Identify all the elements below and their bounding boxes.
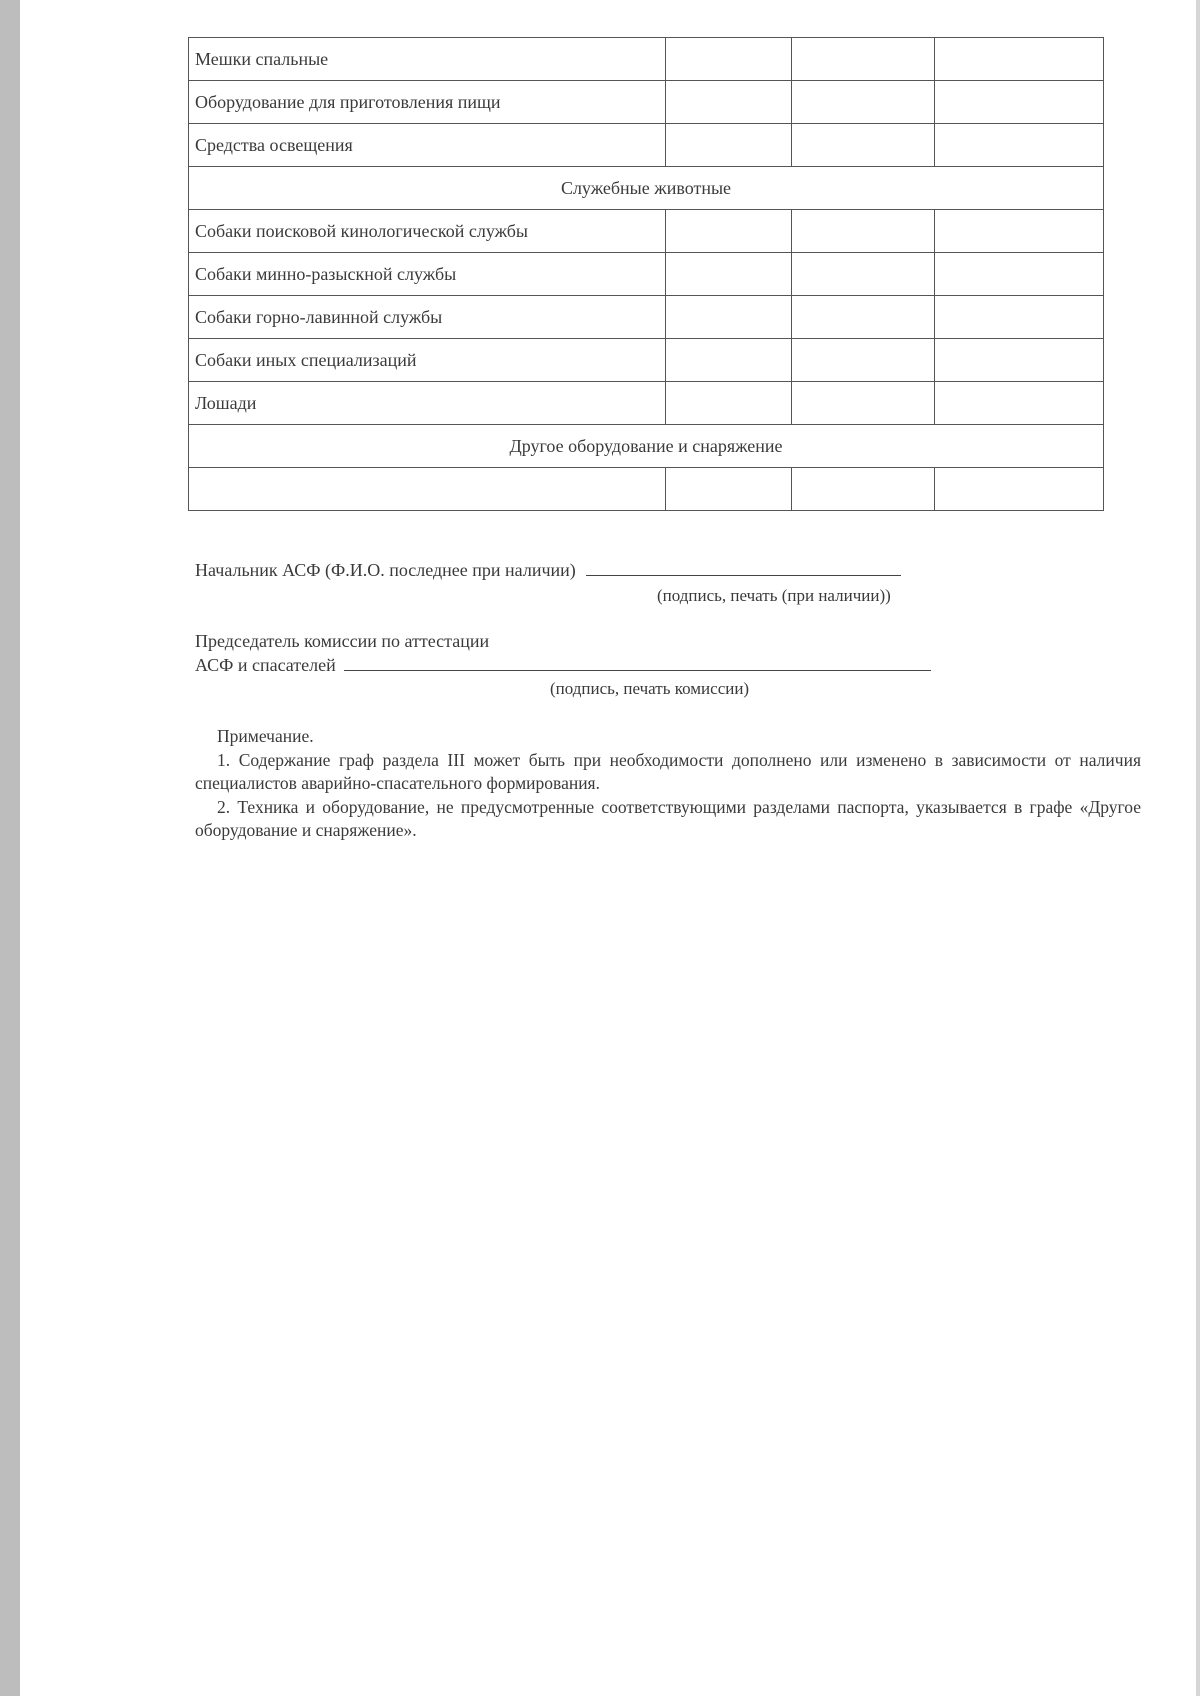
chief-signature-line [195,560,901,581]
item-name-cell: Лошади [189,382,666,425]
empty-value-cell [666,296,792,339]
empty-value-cell [792,296,935,339]
empty-value-cell [792,210,935,253]
chief-signature-blank [586,575,901,576]
chair-signature-line [195,655,931,676]
empty-value-cell [935,382,1104,425]
table-row [189,468,1104,511]
item-name-cell: Оборудование для приготовления пищи [189,81,666,124]
table-section-row [189,167,1104,210]
empty-value-cell [666,210,792,253]
note-item-1: 1. Содержание граф раздела III может быть при необходимости дополнено или изменено в зависимости от наличия специалистов аварийно-спасательного формирования. [195,749,1141,793]
empty-value-cell [792,339,935,382]
table-row [189,210,1104,253]
empty-value-cell [792,382,935,425]
empty-value-cell [935,296,1104,339]
empty-value-cell [935,468,1104,511]
chair-signature-caption: (подпись, печать комиссии) [550,679,750,698]
empty-value-cell [666,38,792,81]
notes-block [195,725,1141,843]
empty-value-cell [666,253,792,296]
table-row [189,339,1104,382]
empty-value-cell [935,81,1104,124]
empty-value-cell [792,253,935,296]
empty-value-cell [792,468,935,511]
item-name-cell [189,468,666,511]
empty-value-cell [666,468,792,511]
notes-heading: Примечание. [217,726,314,746]
empty-value-cell [792,38,935,81]
equipment-table [188,37,1104,511]
item-name-cell: Собаки горно-лавинной службы [189,296,666,339]
table-row [189,38,1104,81]
section-heading: Другое оборудование и снаряжение [189,425,1104,468]
note-item-2: 2. Техника и оборудование, не предусмотренные соответствующими разделами паспорта, указывается в графе «Другое оборудование и снаряжение». [195,796,1141,840]
item-name-cell: Средства освещения [189,124,666,167]
chair-label-line1: Председатель комиссии по аттестации [195,631,490,651]
chief-signature-caption: (подпись, печать (при наличии)) [657,586,891,605]
item-name-cell: Собаки поисковой кинологической службы [189,210,666,253]
empty-value-cell [666,382,792,425]
chair-label: АСФ и спасателей [195,655,336,675]
item-name-cell: Собаки иных специализаций [189,339,666,382]
item-name-cell: Мешки спальные [189,38,666,81]
table-row [189,253,1104,296]
table-section-row [189,425,1104,468]
empty-value-cell [935,253,1104,296]
item-name-cell: Собаки минно-разыскной службы [189,253,666,296]
chair-signature-blank [344,670,931,671]
empty-value-cell [935,124,1104,167]
equipment-table-body [189,38,1104,511]
empty-value-cell [666,81,792,124]
section-heading: Служебные животные [189,167,1104,210]
empty-value-cell [666,124,792,167]
table-row [189,124,1104,167]
empty-value-cell [935,210,1104,253]
empty-value-cell [792,124,935,167]
empty-value-cell [935,38,1104,81]
empty-value-cell [666,339,792,382]
empty-value-cell [935,339,1104,382]
empty-value-cell [792,81,935,124]
table-row [189,382,1104,425]
table-row [189,81,1104,124]
chief-label: Начальник АСФ (Ф.И.О. последнее при наличии) [195,560,576,580]
table-row [189,296,1104,339]
